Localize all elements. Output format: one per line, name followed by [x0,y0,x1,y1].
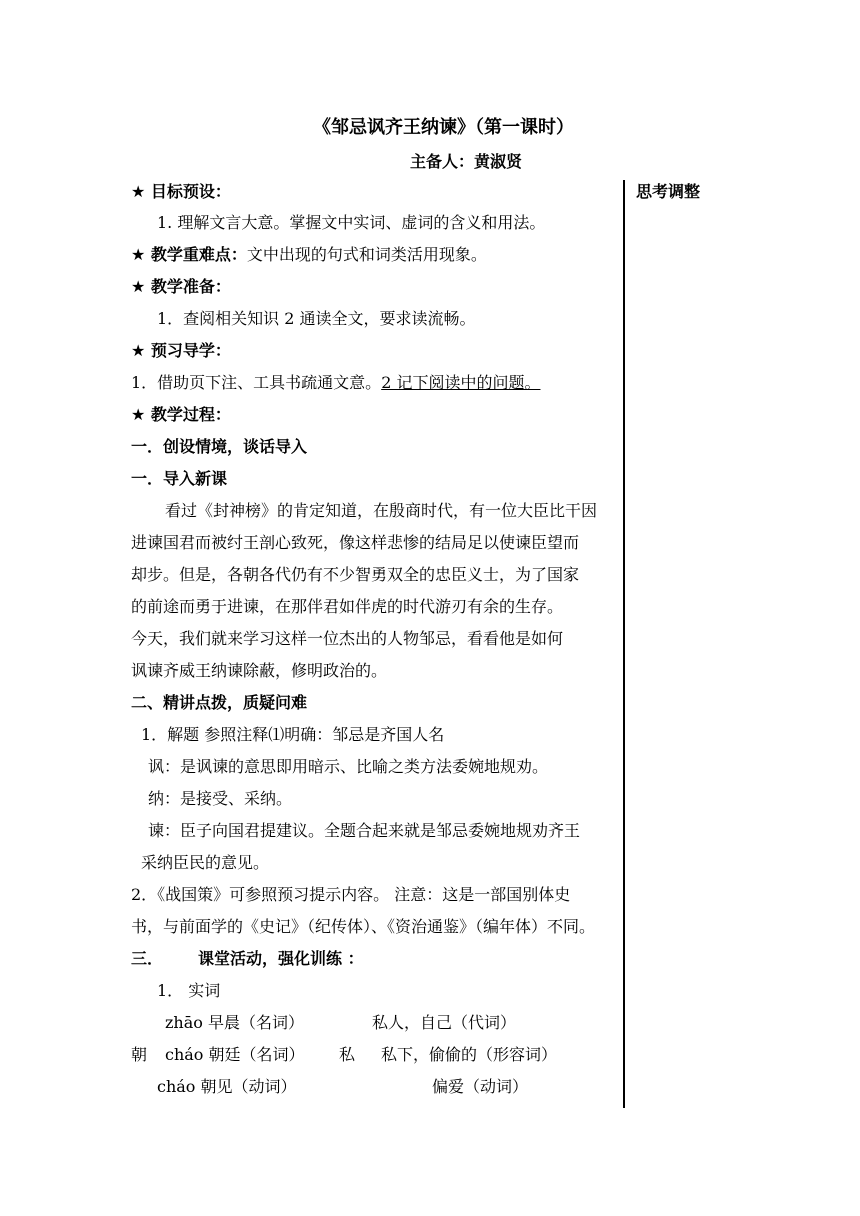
section-heading-3: 课堂活动，强化训练 ： [198,949,364,968]
key-points-line [131,245,487,265]
document-title: 《邹忌讽齐王纳谏》（第一课时） [313,117,574,138]
vocab-character: 朝 [131,1045,148,1064]
explanation-line: 纳：是接受、采纳。 [148,789,293,808]
note-line: 书，与前面学的《史记》（纪传体）、《资治通鉴》（编年体）不同。 [131,917,596,936]
vocab-entry: 私人，自己（代词） [372,1013,517,1032]
section-heading-3-number: 三． [131,949,164,968]
preview-item [131,373,540,393]
author-line: 主备人：黄淑贤 [410,152,523,171]
preview-item-underlined: 2 记下阅读中的问题。 [381,373,541,392]
vocab-entry: cháo 朝见（动词） [157,1077,297,1096]
paragraph-line: 看过《封神榜》的肯定知道，在殷商时代，有一位大臣比干因 [165,501,598,520]
vocab-heading: 1． 实词 [157,981,221,1000]
paragraph-line: 的前途而勇于进谏，在那伴君如伴虎的时代游刃有余的生存。 [131,597,564,616]
paragraph-line: 却步。但是，各朝各代仍有不少智勇双全的忠臣义士，为了国家 [131,565,580,584]
preview-heading: ★ 预习导学： [131,341,231,360]
paragraph-line: 今天，我们就来学习这样一位杰出的人物邹忌，看看他是如何 [131,629,564,648]
prep-item: 1．查阅相关知识 2 通读全文，要求读流畅。 [157,309,476,328]
explanation-line: 采纳臣民的意见。 [141,853,270,872]
explanation-line: 谏：臣子向国君提建议。全题合起来就是邹忌委婉地规劝齐王 [148,821,581,840]
column-divider [623,180,625,1108]
side-column-heading: 思考调整 [636,182,701,201]
vocab-entry: 私下，偷偷的（形容词） [381,1045,558,1064]
key-points-text: 文中出现的句式和词类活用现象。 [246,245,487,264]
paragraph-line: 进谏国君而被纣王剖心致死，像这样悲惨的结局足以使谏臣望而 [131,533,580,552]
explanation-line: 1．解题 参照注释⑴明确：邹忌是齐国人名 [141,725,445,744]
section-heading-2: 二、精讲点拨，质疑问难 [131,693,308,712]
goal-heading: ★ 目标预设： [131,182,231,201]
vocab-entry: cháo 朝廷（名词） [165,1045,305,1064]
explanation-line: 讽：是讽谏的意思即用暗示、比喻之类方法委婉地规劝。 [148,757,549,776]
note-line: 2．《战国策》可参照预习提示内容。 注意：这是一部国别体史 [131,885,571,904]
section-heading-1b: 一．导入新课 [131,469,228,488]
process-heading: ★ 教学过程： [131,405,231,424]
vocab-entry: 偏爱（动词） [432,1077,529,1096]
vocab-entry: zhāo 早晨（名词） [165,1013,304,1032]
key-points-heading: ★ 教学重难点： [131,245,247,264]
vocab-character: 私 [339,1045,356,1064]
goal-item: 1. 理解文言大意。掌握文中实词、虚词的含义和用法。 [157,213,546,232]
prep-heading: ★ 教学准备： [131,277,231,296]
paragraph-line: 讽谏齐威王纳谏除蔽，修明政治的。 [131,661,388,680]
section-heading-1: 一．创设情境，谈话导入 [131,437,308,456]
preview-item-text: 1．借助页下注、工具书疏通文意。 [131,373,382,392]
